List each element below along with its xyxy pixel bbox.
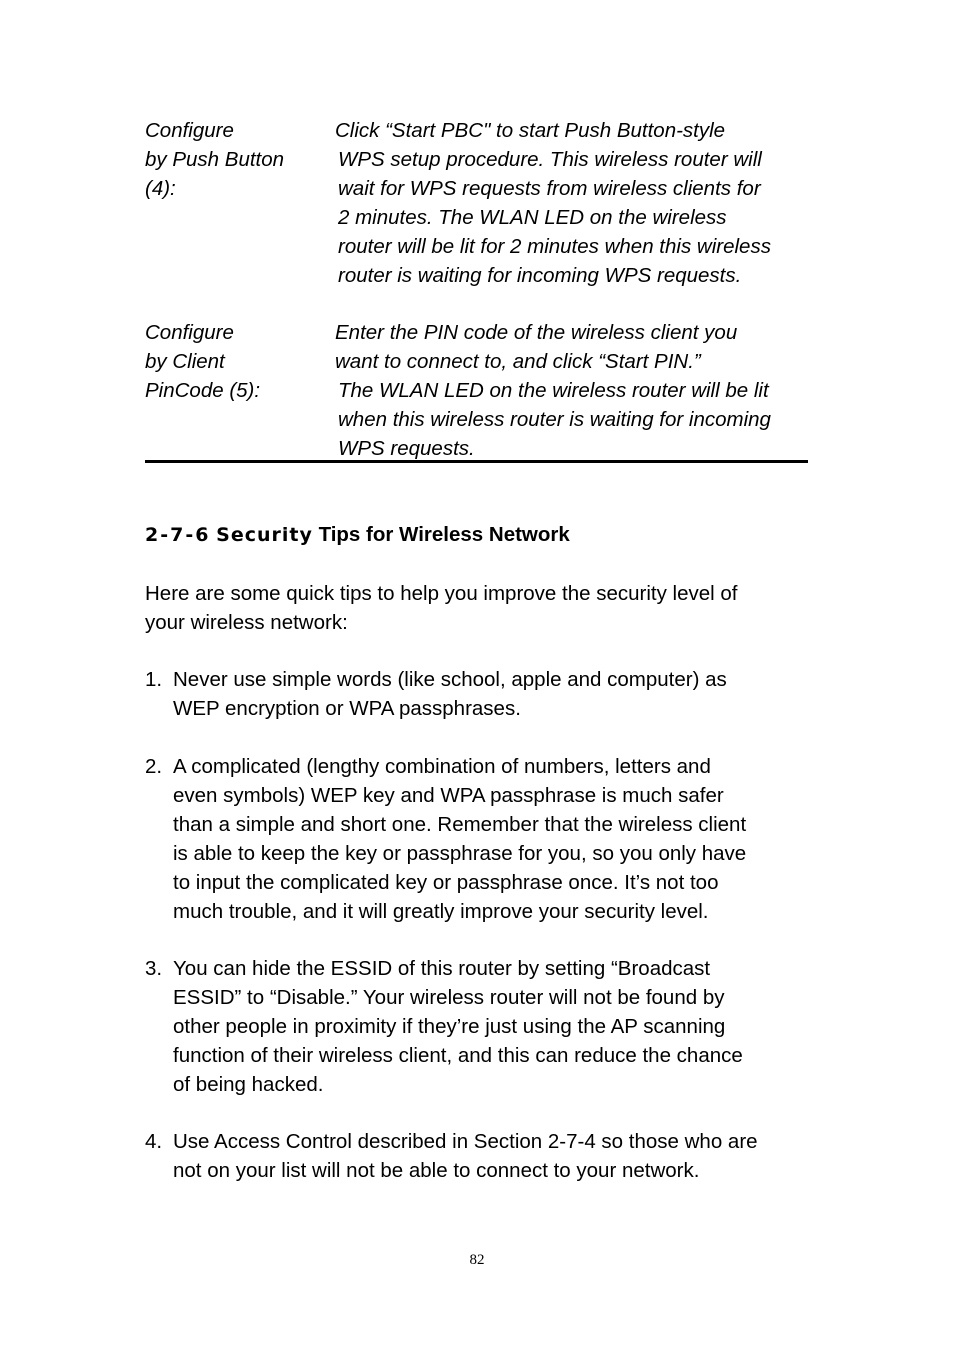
section-title-first-word: Security [216, 524, 313, 546]
tip-line: not on your list will not be able to connect to your network. [173, 1159, 700, 1182]
tip-text [173, 665, 823, 723]
tip-line: You can hide the ESSID of this router by setting “Broadcast [173, 957, 711, 980]
term-line: (4): [145, 177, 176, 200]
term-line: PinCode (5): [145, 379, 261, 402]
tip-number: 2. [145, 755, 163, 778]
term-line: Configure [145, 321, 234, 344]
page-number: 82 [469, 1252, 485, 1268]
tip-line: than a simple and short one. Remember that the wireless client [173, 813, 747, 836]
definition-term [145, 116, 325, 203]
desc-line: WPS requests. [338, 437, 475, 460]
table-bottom-rule [145, 460, 808, 463]
intro-paragraph [145, 579, 815, 637]
desc-line: Click “Start PBC" to start Push Button-style [335, 119, 726, 142]
tip-line: A complicated (lengthy combination of numbers, letters and [173, 755, 711, 778]
section-number: 2-7-6 [145, 524, 211, 546]
tip-line: of being hacked. [173, 1073, 324, 1096]
section-heading [145, 521, 570, 549]
definition-description [335, 318, 815, 463]
tip-number: 3. [145, 957, 163, 980]
desc-line: WPS setup procedure. This wireless router will [338, 148, 762, 171]
section-title-rest: Tips for Wireless Network [318, 523, 570, 546]
paragraph-line: Here are some quick tips to help you improve the security level of [145, 582, 738, 605]
definition-description [335, 116, 815, 290]
tip-text [173, 954, 823, 1099]
term-line: by Client [145, 350, 225, 373]
tip-line: much trouble, and it will greatly improve your security level. [173, 900, 709, 923]
desc-line: router will be lit for 2 minutes when this wireless [338, 235, 771, 258]
tip-line: ESSID” to “Disable.” Your wireless router will not be found by [173, 986, 725, 1009]
definition-term [145, 318, 325, 405]
term-line: Configure [145, 119, 234, 142]
desc-line: want to connect to, and click “Start PIN.” [335, 350, 701, 373]
desc-line: router is waiting for incoming WPS requests. [338, 264, 742, 287]
tip-number: 1. [145, 668, 163, 691]
tip-line: Use Access Control described in Section 2-7-4 so those who are [173, 1130, 758, 1153]
tip-line: Never use simple words (like school, apple and computer) as [173, 668, 727, 691]
desc-line: 2 minutes. The WLAN LED on the wireless [338, 206, 727, 229]
desc-line: when this wireless router is waiting for incoming [338, 408, 771, 431]
desc-line: wait for WPS requests from wireless clients for [338, 177, 761, 200]
tip-text [173, 752, 823, 926]
tip-number: 4. [145, 1130, 163, 1153]
tip-text [173, 1127, 823, 1185]
tip-line: function of their wireless client, and this can reduce the chance [173, 1044, 743, 1067]
tip-line: other people in proximity if they’re just using the AP scanning [173, 1015, 726, 1038]
desc-line: The WLAN LED on the wireless router will be lit [338, 379, 769, 402]
tip-line: even symbols) WEP key and WPA passphrase is much safer [173, 784, 724, 807]
term-line: by Push Button [145, 148, 285, 171]
tip-line: WEP encryption or WPA passphrases. [173, 697, 521, 720]
tip-line: is able to keep the key or passphrase for you, so you only have [173, 842, 747, 865]
desc-line: Enter the PIN code of the wireless client you [335, 321, 738, 344]
paragraph-line: your wireless network: [145, 611, 348, 634]
tip-line: to input the complicated key or passphrase once. It’s not too [173, 871, 719, 894]
